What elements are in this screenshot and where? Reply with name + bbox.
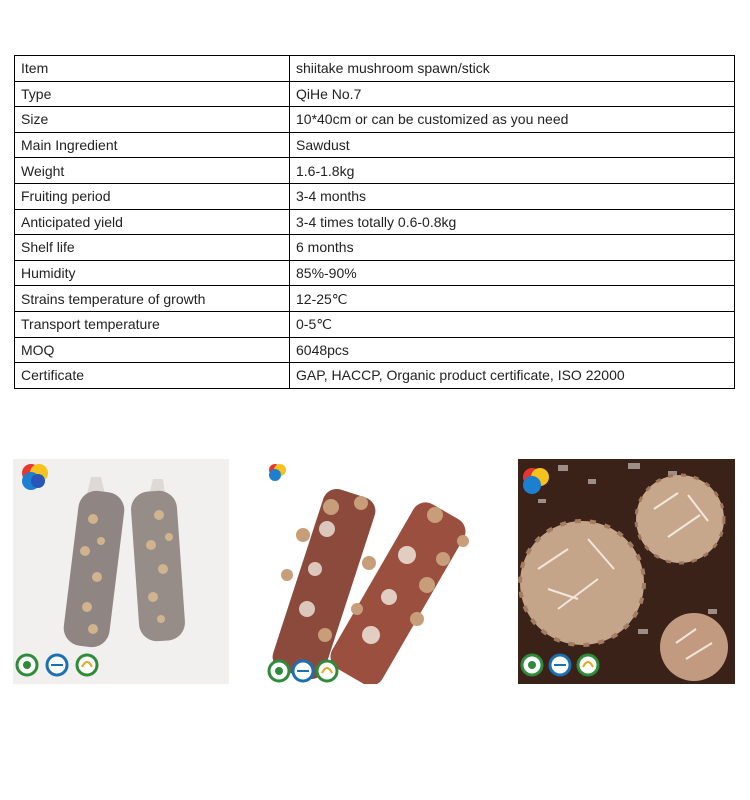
spec-value: 3-4 times totally 0.6-0.8kg (290, 209, 735, 235)
spec-value: 85%-90% (290, 260, 735, 286)
spec-label: Strains temperature of growth (15, 286, 290, 312)
spec-row-main-ingredient (15, 132, 735, 158)
spec-label: Weight (15, 158, 290, 184)
spec-value: shiitake mushroom spawn/stick (290, 56, 735, 82)
spec-value: GAP, HACCP, Organic product certificate, ISO 22000 (290, 363, 735, 389)
spec-label: Fruiting period (15, 183, 290, 209)
spec-row-transport-temperature (15, 311, 735, 337)
spec-value: 12-25℃ (290, 286, 735, 312)
product-spec-table (14, 55, 735, 389)
photo-fruiting-logs (267, 459, 483, 684)
spec-table-body (15, 56, 735, 389)
spec-value: 1.6-1.8kg (290, 158, 735, 184)
spec-row-certificate (15, 363, 735, 389)
certification-badges (522, 655, 598, 675)
spec-label: Item (15, 56, 290, 82)
spec-row-item (15, 56, 735, 82)
spec-row-shelf-life (15, 235, 735, 261)
spec-label: Type (15, 81, 290, 107)
spec-row-size (15, 107, 735, 133)
spec-value: 6048pcs (290, 337, 735, 363)
spec-row-weight (15, 158, 735, 184)
shiitake-cap-large (520, 521, 644, 645)
spec-label: Transport temperature (15, 311, 290, 337)
shiitake-cap-small (660, 613, 728, 681)
shiitake-cap-top-right (636, 475, 724, 563)
brand-logo-icon (269, 464, 286, 481)
spec-value: 10*40cm or can be customized as you need (290, 107, 735, 133)
spec-label: Certificate (15, 363, 290, 389)
spec-label: Shelf life (15, 235, 290, 261)
photo-shiitake-closeup (518, 459, 735, 684)
spec-row-fruiting-period (15, 183, 735, 209)
spec-label: Humidity (15, 260, 290, 286)
spec-label: Anticipated yield (15, 209, 290, 235)
spec-label: Main Ingredient (15, 132, 290, 158)
spawn-bag-right (130, 479, 186, 642)
spawn-bag-left (62, 477, 127, 649)
spec-row-moq (15, 337, 735, 363)
spec-value: 6 months (290, 235, 735, 261)
photo-spawn-sticks (13, 459, 229, 684)
spec-label: MOQ (15, 337, 290, 363)
brand-logo-icon (22, 464, 48, 490)
spec-row-anticipated-yield (15, 209, 735, 235)
spec-row-type (15, 81, 735, 107)
spec-row-strains-temperature (15, 286, 735, 312)
spec-value: 3-4 months (290, 183, 735, 209)
spec-value: Sawdust (290, 132, 735, 158)
certification-badges (17, 655, 97, 675)
spec-label: Size (15, 107, 290, 133)
certification-badges (269, 661, 337, 681)
spec-value: QiHe No.7 (290, 81, 735, 107)
spec-value: 0-5℃ (290, 311, 735, 337)
spec-row-humidity (15, 260, 735, 286)
